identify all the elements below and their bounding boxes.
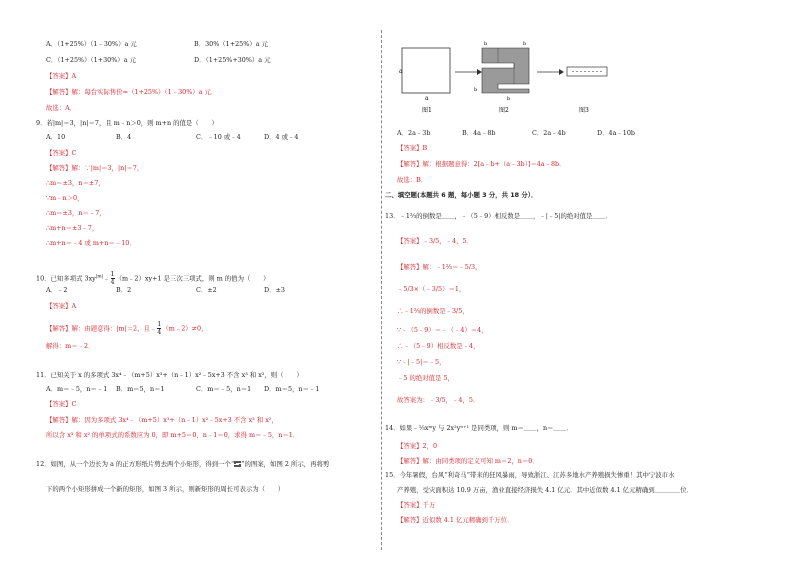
q9-analysis-line: 【解答】解：∵|m|＝3，|n|＝7， [46, 164, 144, 172]
q15-answer: 【答案】千万 [397, 501, 436, 509]
q9-option-a: A．10 [46, 133, 66, 141]
q10-fraction-den: 4 [110, 278, 115, 286]
q10-option-d: D．±3 [264, 286, 285, 294]
q8-conclusion: 故选：A． [46, 104, 77, 112]
q10-analysis [46, 321, 207, 336]
q10-option-b: B．2 [116, 286, 132, 294]
q12-stem-line1 [36, 460, 329, 469]
q12-conclusion: 故选：B． [397, 176, 428, 184]
fig2-label-b-left: b [474, 87, 478, 93]
q10-analysis-fraction-num: 1 [157, 320, 162, 328]
q9-stem: 9．若|m|＝3，|n|＝7，且 m﹣n＞0，则 m+n 的值是（ ） [36, 119, 218, 127]
q13-analysis-line: ﹣5/3×（﹣3/5）＝1， [397, 285, 466, 293]
q8-option-c: C．（1+25%）（1+30%）a 元 [46, 56, 136, 64]
q10-stem-post: （m﹣2）xy+1 是三次三项式，则 m 的值为（ ） [115, 274, 270, 283]
q9-analysis-line: ∴m＝±3，n＝±7， [46, 179, 105, 187]
q15-stem-line2: 产养殖，受灾面积达 10.9 万亩，渔业直接经济损失 4.1 亿元．其中近似数 4.1 亿元精确到＿＿＿＿位． [397, 486, 693, 494]
q13-analysis-line: ∴﹣1⅔的倒数是﹣3/5， [397, 307, 469, 315]
q12-answer: 【答案】B [397, 144, 428, 152]
fig2-label-b-bottom: b [507, 96, 511, 102]
q10-stem-pre: 10．已知多项式 3xy [36, 274, 96, 283]
q13-analysis-line: ﹣5 的绝对值是 5， [397, 374, 454, 382]
q9-analysis-line: ∵m﹣n＞0， [46, 194, 84, 202]
q10-option-c: C．±2 [196, 286, 217, 294]
q12-option-a: A．2a﹣3b [397, 129, 431, 137]
q11-stem: 11．已知关于 x 的多项式 3x⁴﹣（m+5）x³+（n﹣1）x²﹣5x+3 不含 x³ 和 x²，则（ ） [36, 371, 303, 379]
q9-analysis-line: ∴m+n＝﹣4 或 m+n＝﹣10． [46, 239, 136, 247]
q8-option-b: B．30%（1+25%）a 元 [194, 40, 268, 48]
q9-option-b: B．4 [116, 133, 132, 141]
q10-analysis-pre: 【解答】解：由题意得：|m|＝2，且﹣ [46, 324, 157, 333]
q12-option-d: D．4a﹣10b [597, 129, 636, 137]
q10-stem [36, 271, 270, 286]
q10-analysis-fraction [157, 321, 161, 336]
q13-answer: 【答案】﹣3/5，﹣4，5． [397, 237, 473, 245]
q9-option-d: D．4 或﹣4 [264, 133, 299, 141]
q12-option-c: C．2a﹣4b [532, 129, 566, 137]
q8-option-a: A．（1+25%）（1﹣30%）a 元 [46, 40, 137, 48]
q12-stem-line1-tail: ”的图案，如图 2 所示，再将剪 [241, 460, 330, 468]
q10-answer: 【答案】A [46, 302, 77, 310]
q13-analysis-line: ∵﹣|﹣5|＝﹣5， [397, 358, 446, 366]
q11-answer: 【答案】C [46, 400, 77, 408]
fig1-label-a-bottom: a [425, 95, 429, 102]
q13-analysis-line: ∵﹣（5﹣9）＝﹣（﹣4）＝4， [397, 326, 488, 334]
q13-analysis-line: ∴﹣（5﹣9）相反数是﹣4， [397, 342, 480, 350]
q8-option-d: D．（1+25%+30%）a 元 [194, 56, 271, 64]
q10-stem-mid: ﹣ [103, 274, 110, 283]
q11-option-a: A．m＝﹣5，n＝﹣1 [46, 385, 108, 393]
q14-answer: 【答案】2，0 [397, 442, 438, 450]
fig2-caption: 图2 [499, 107, 509, 114]
q12-analysis: 【解答】解：根据题意得：2[a﹣b+（a﹣3b）]＝4a﹣8b． [397, 160, 566, 168]
q8-answer: 【答案】A [46, 72, 77, 80]
column-divider [381, 30, 382, 550]
q11-analysis-line: 【解答】解：因为多项式 3x⁴﹣（m+5）x³+（n﹣1）x²﹣5x+3 不含 x³ 和 x²， [46, 416, 278, 424]
q13-stem: 13．﹣1⅔的倒数是＿＿，﹣（5﹣9）相反数是＿＿，﹣|﹣5|的绝对值是＿＿． [385, 212, 612, 220]
q9-option-c: C．﹣10 或﹣4 [196, 133, 241, 141]
q10-conclusion: 解得：m＝﹣2． [46, 342, 95, 350]
q9-analysis-line: ∴m+n＝±3﹣7， [46, 224, 99, 232]
q13-conclusion: 故答案为：﹣3/5，﹣4，5． [397, 396, 480, 404]
q9-answer: 【答案】C [46, 149, 77, 157]
q12-figures [397, 36, 637, 126]
q12-stem-line1-text: 12．如图，从一个边长为 a 的正方形纸片剪去两个小矩形，得到一个“ [36, 460, 235, 468]
fig2-label-b-right: b [523, 41, 527, 47]
section-heading: 二、填空题(本题共 6 题，每小题 3 分，共 18 分）． [385, 191, 538, 199]
q14-stem: 14．如果﹣⅓xᵐy 与 2x²yⁿ⁺¹ 是同类项，则 m＝＿＿，n＝＿＿． [385, 424, 573, 432]
q15-analysis: 【解答】近似数 4.1 亿元精确到千万位． [397, 516, 514, 524]
q9-analysis-line: ∴m＝±3，n＝﹣7， [46, 209, 106, 217]
q11-option-c: C．m＝﹣5，n＝1 [196, 385, 252, 393]
fig2-s-shape [482, 48, 529, 93]
fig1-label-a-side: a [399, 68, 403, 75]
fig1-caption: 图1 [422, 107, 432, 114]
q10-stem-sup: |m| [95, 274, 104, 280]
q11-analysis-line: 所以含 x³ 和 x² 的单项式的系数应为 0，即 m+5＝0，n﹣1＝0，求得 m＝﹣5，n＝1． [46, 431, 300, 439]
fig3-caption: 图3 [579, 107, 589, 114]
q12-stem-line2: 下的两个小矩形拼成一个新的矩形，如图 3 所示，则新矩形的周长可表示为（ ） [46, 485, 285, 493]
fig2-label-b-top: b [484, 41, 488, 47]
q15-stem-line1: 15．今年暑假，台风“利奇马”带来的狂风暴雨，导致浙江、江苏多地水产养殖损失惨重！其中宁波市水 [385, 471, 675, 479]
q13-analysis-line: 【解答】解：﹣1⅔＝﹣5/3， [397, 263, 482, 271]
q10-analysis-post: （m﹣2）≠0， [162, 324, 208, 333]
q11-option-b: B．m＝5，n＝1 [116, 385, 165, 393]
q12-option-b: B．4a﹣8b [462, 129, 496, 137]
q10-fraction-num: 1 [110, 270, 115, 278]
q10-analysis-fraction-den: 4 [157, 328, 162, 336]
q8-analysis: 【解答】解：每台实际售价=（1+25%）（1﹣30%）a 元． [46, 88, 218, 96]
q14-analysis: 【解答】解：由同类项的定义可知 m＝2，n＝0． [397, 457, 539, 465]
q10-option-a: A．﹣2 [46, 286, 68, 294]
q11-option-d: D．m＝5，n＝﹣1 [264, 385, 320, 393]
q10-fraction [111, 271, 115, 286]
